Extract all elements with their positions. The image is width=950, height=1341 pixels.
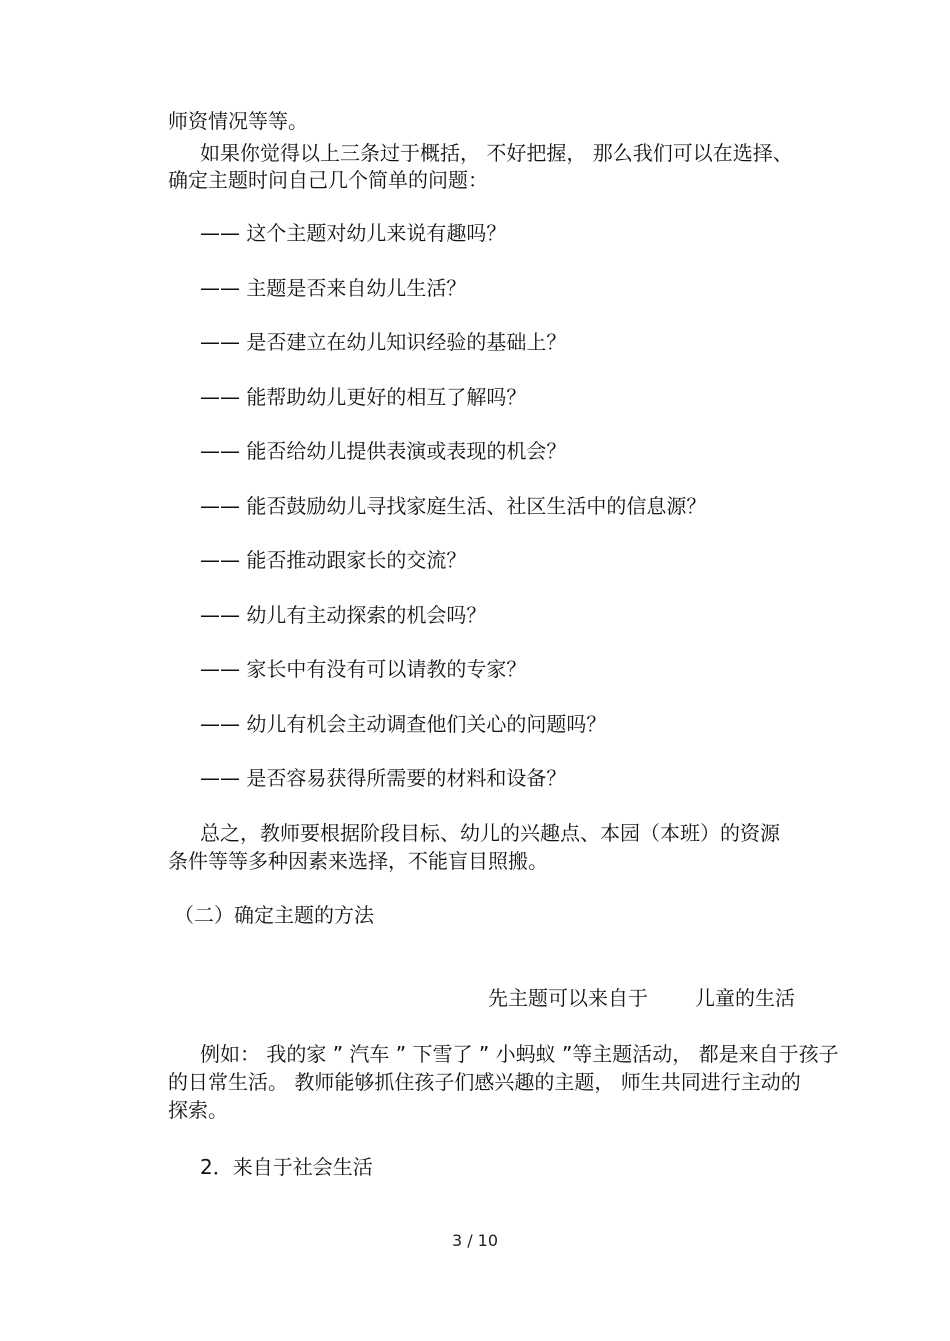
question-item: —— 是否建立在幼儿知识经验的基础上？ [200,330,567,354]
subheading-part: 先主题可以来自于 [488,986,648,1010]
question-item: —— 能帮助幼儿更好的相互了解吗？ [200,385,527,409]
question-item: —— 幼儿有主动探索的机会吗？ [200,603,487,627]
list-item-heading: 2．来自于社会生活 [200,1155,373,1179]
example-line: 的日常生活。 教师能够抓住孩子们感兴趣的主题， 师生共同进行主动的 [168,1070,801,1094]
paragraph-line: 确定主题时问自己几个简单的问题： [168,168,488,192]
paragraph-line: 如果你觉得以上三条过于概括， 不好把握， 那么我们可以在选择、 [200,141,793,165]
paragraph-continuation: 师资情况等等。 [168,109,308,133]
summary-line: 总之，教师要根据阶段目标、幼儿的兴趣点、本园（本班）的资源 [200,821,780,845]
question-item: —— 能否推动跟家长的交流？ [200,548,467,572]
question-item: —— 家长中有没有可以请教的专家？ [200,657,527,681]
page-number: 3 / 10 [451,1231,499,1250]
example-line: 探索。 [168,1098,228,1122]
summary-line: 条件等等多种因素来选择，不能盲目照搬。 [168,849,548,873]
question-item: —— 主题是否来自幼儿生活？ [200,276,467,300]
example-line: 例如： 我的家 ” 汽车 ” 下雪了 ” 小蚂蚁 ”等主题活动， 都是来自于孩子 [200,1042,839,1066]
question-item: —— 是否容易获得所需要的材料和设备？ [200,766,567,790]
question-item: —— 这个主题对幼儿来说有趣吗？ [200,221,507,245]
question-item: —— 能否鼓励幼儿寻找家庭生活、社区生活中的信息源？ [200,494,707,518]
subheading-part: 儿童的生活 [695,986,795,1010]
question-item: —— 能否给幼儿提供表演或表现的机会？ [200,439,567,463]
section-heading: （二）确定主题的方法 [174,903,374,927]
question-item: —— 幼儿有机会主动调查他们关心的问题吗？ [200,712,607,736]
